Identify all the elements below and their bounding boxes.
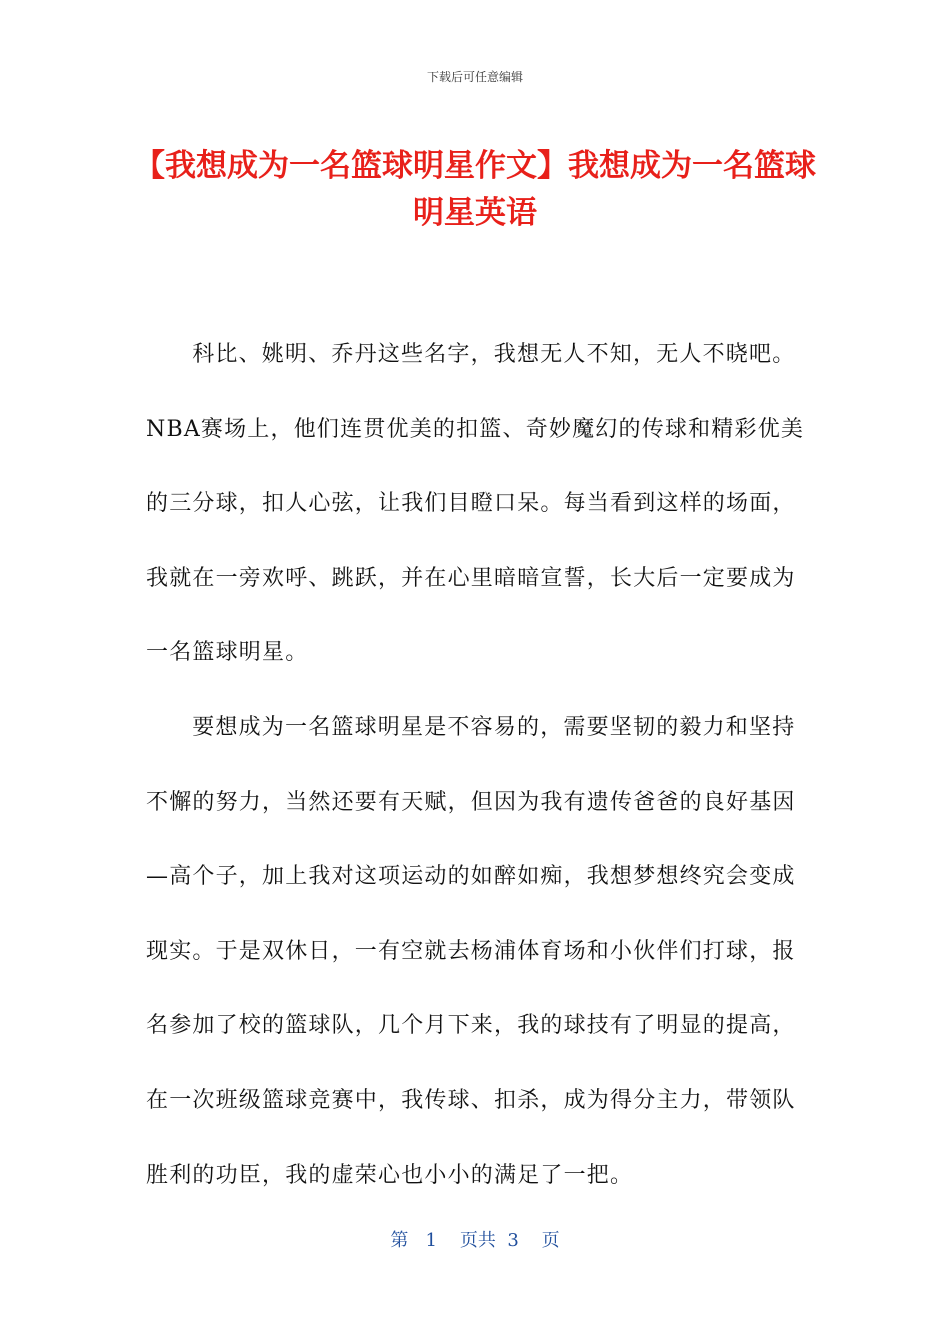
document-title: 【我想成为一名篮球明星作文】我想成为一名篮球明星英语 <box>134 148 816 231</box>
page-label-suffix: 页 <box>541 1230 560 1251</box>
paragraph-2: 要想成为一名篮球明星是不容易的，需要坚韧的毅力和坚持不懈的努力，当然还要有天赋，但因为我有遗传爸爸的良好基因—高个子，加上我对这项运动的如醉如痴，我想梦想终究会变成现实。于是双休日，一有空就去杨浦体育场和小伙伴们打球，报名参加了校的篮球队，几个月下来，我的球技有了明显的提高，在一次班级篮球竞赛中，我传球、扣杀，成为得分主力，带领队胜利的功臣，我的虚荣心也小小的满足了一把。 <box>146 714 796 1188</box>
paragraph-1: 科比、姚明、乔丹这些名字，我想无人不知，无人不晓吧。NBA赛场上，他们连贯优美的扣篮、奇妙魔幻的传球和精彩优美的三分球，扣人心弦，让我们目瞪口呆。每当看到这样的场面，我就在一旁欢呼、跳跃，并在心里暗暗宣誓，长大后一定要成为一名篮球明星。 <box>146 342 805 666</box>
total-pages-number: 3 <box>507 1230 519 1251</box>
page-label-mid: 页共 <box>459 1230 496 1251</box>
header-note: 下载后可任意编辑 <box>426 70 523 84</box>
document-body <box>146 318 806 1213</box>
page-label-prefix: 第 <box>390 1230 409 1251</box>
current-page-number: 1 <box>425 1230 437 1251</box>
page-footer <box>0 1226 950 1252</box>
